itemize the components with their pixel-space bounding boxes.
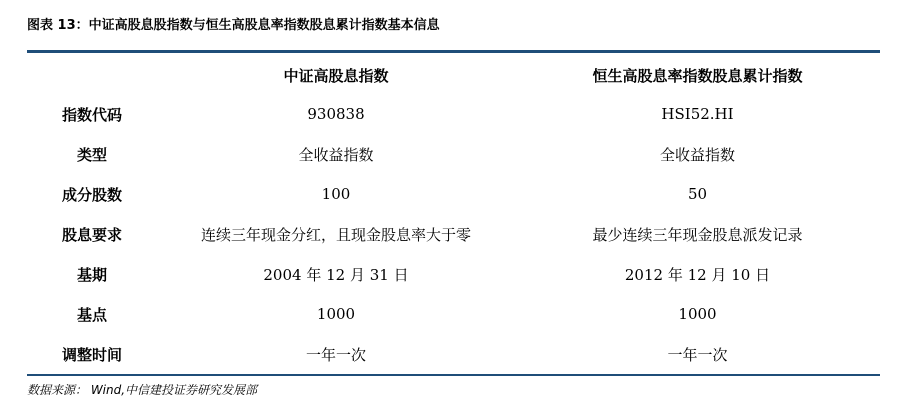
table-row [27,254,880,294]
bottom-rule [27,374,880,376]
top-rule [27,50,880,53]
cell-value: 100 [321,185,351,203]
header-cell-blank [27,56,157,94]
row-label: 基期 [76,265,107,284]
header-cell-csi-high-dividend: 中证高股息指数 [283,66,389,85]
table-row [27,94,880,134]
table-row [27,294,880,334]
header-cell-hang-seng-high-dividend: 恒生高股息率指数股息累计指数 [592,66,803,85]
row-label: 调整时间 [61,345,122,364]
cell-value: 930838 [307,105,365,123]
cell-value: 最少连续三年现金股息派发记录 [592,225,803,244]
cell-value: 50 [687,185,708,203]
row-label: 类型 [76,145,107,164]
row-label: 基点 [76,305,107,324]
cell-value: 全收益指数 [298,145,374,164]
table-row [27,174,880,214]
cell-value: 连续三年现金分红，且现金股息率大于零 [200,225,471,244]
cell-value: 1000 [678,305,717,323]
cell-value: 2012 年 12 月 10 日 [624,265,771,284]
row-label: 指数代码 [61,105,122,124]
table-row [27,214,880,254]
cell-value: 2004 年 12 月 31 日 [263,265,409,284]
table-header-row [27,56,880,94]
figure-title: 图表 13：中证高股息股指数与恒生高股息率指数股息累计指数基本信息 [27,18,440,33]
cell-value: HSI52.HI [661,105,734,123]
cell-value: 1000 [316,305,356,323]
cell-value: 一年一次 [305,345,366,364]
source-note: 数据来源： Wind,中信建投证券研究发展部 [27,383,258,397]
index-info-table [27,56,880,374]
cell-value: 一年一次 [667,345,728,364]
row-label: 股息要求 [61,225,122,244]
cell-value: 全收益指数 [659,145,735,164]
row-label: 成分股数 [61,185,122,204]
table-row [27,134,880,174]
table-row [27,334,880,374]
